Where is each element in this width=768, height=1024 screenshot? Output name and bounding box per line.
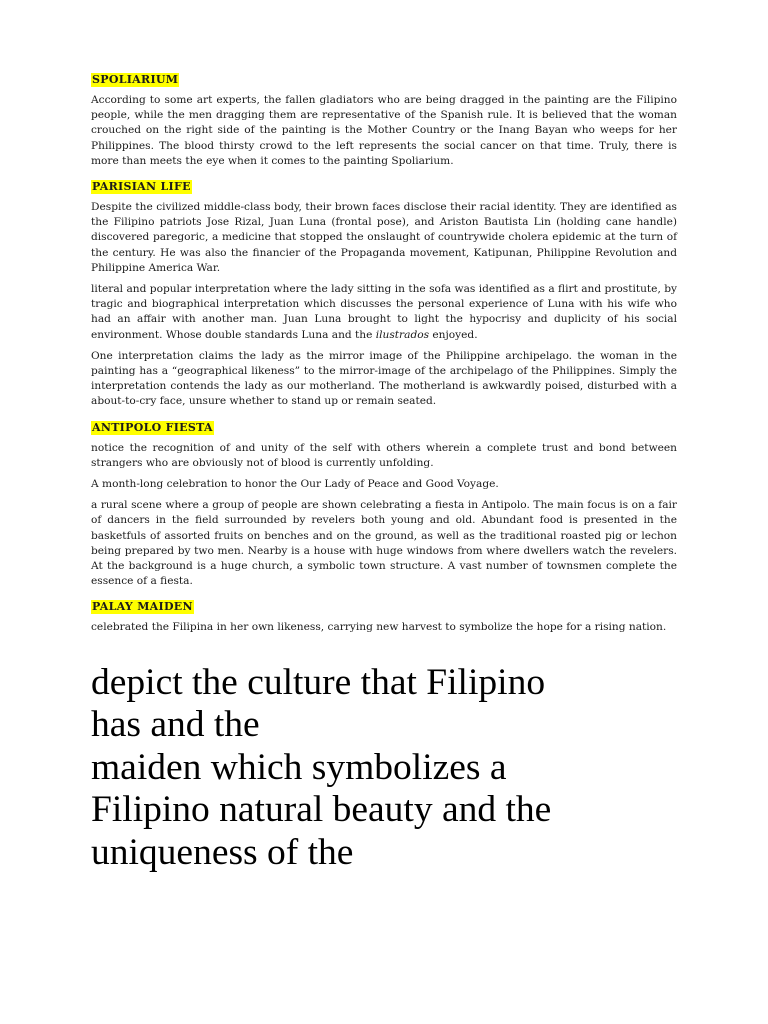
section-heading: ANTIPOLO FIESTA bbox=[92, 420, 213, 434]
paragraph-text: literal and popular interpretation where the lady sitting in the sofa was identified as a flirt and prostitute, by tragic and biographical interpretation which discusses the personal experience of Luna with his wife who had an affair with another man. Juan Luna brought to light the hypocrisy and duplicity of his social environment. Whose double standards Luna and the bbox=[91, 283, 677, 341]
section-antipolo-fiesta bbox=[91, 416, 677, 590]
paragraph: One interpretation claims the lady as the mirror image of the Philippine archipelago. the woman in the painting has a “geographical likeness” to the mirror-image of the archipelago of the Philippines. Simply the interpretation contends the lady as our motherland. The motherland is awkwardly poised, disturbed with a about-to-cry face, unsure whether to stand up or remain seated. bbox=[91, 349, 677, 408]
large-text-line: depict the culture that Filipino bbox=[91, 661, 546, 703]
italic-term: ilustrados bbox=[375, 328, 430, 341]
paragraph: Despite the civilized middle-class body, their brown faces disclose their racial identity. They are identified as the Filipino patriots Jose Rizal, Juan Luna (frontal pose), and Ariston Bautista Lin (holding cane handle) discovered paregoric, a medicine that stopped the onslaught of countrywide cholera epidemic at the turn of the century. He was also the financier of the Propaganda movement, Katipunan, Philippine Revolution and Philippine America War. bbox=[91, 201, 677, 274]
document-page bbox=[91, 68, 677, 874]
paragraph: According to some art experts, the fallen gladiators who are being dragged in the painting are the Filipino people, while the men dragging them are representative of the Spanish rule. It is believed that the woman crouched on the right side of the painting is the Mother Country or the Inang Bayan who weeps for her Philippines. The blood thirsty crowd to the left represents the social cancer on that time. Truly, there is more than meets the eye when it comes to the painting Spoliarium. bbox=[91, 94, 677, 167]
large-text-line: uniqueness of the bbox=[91, 831, 354, 873]
large-text-block bbox=[91, 662, 677, 875]
large-text-line: has and the bbox=[91, 704, 260, 746]
paragraph: A month-long celebration to honor the Our Lady of Peace and Good Voyage. bbox=[91, 478, 499, 491]
large-text-line: Filipino natural beauty and the bbox=[91, 789, 552, 831]
section-heading: PARISIAN LIFE bbox=[92, 180, 191, 194]
paragraph: celebrated the Filipina in her own likeness, carrying new harvest to symbolize the hope for a rising nation. bbox=[91, 621, 667, 634]
section-heading: PALAY MAIDEN bbox=[92, 600, 193, 614]
section-parisian-life bbox=[91, 175, 677, 410]
paragraph bbox=[91, 282, 677, 343]
large-text-line: maiden which symbolizes a bbox=[91, 746, 507, 788]
paragraph: a rural scene where a group of people are shown celebrating a fiesta in Antipolo. The main focus is on a fair of dancers in the field surrounded by revelers both young and old. Abundant food is presented in the basketfuls of assorted fruits on benches and on the ground, as well as the traditional roasted pig or lechon being prepared by two men. Nearby is a house with huge windows from where dwellers watch the revelers. At the background is a huge church, a symbolic town structure. A vast number of townsmen complete the essence of a fiesta. bbox=[91, 499, 677, 588]
paragraph: notice the recognition of and unity of the self with others wherein a complete trust and bond between strangers who are obviously not of blood is currently unfolding. bbox=[91, 441, 677, 469]
paragraph-text: enjoyed. bbox=[429, 328, 478, 341]
section-palay-maiden bbox=[91, 595, 677, 635]
section-spoliarium bbox=[91, 68, 677, 169]
section-heading: SPOLIARIUM bbox=[92, 73, 179, 86]
